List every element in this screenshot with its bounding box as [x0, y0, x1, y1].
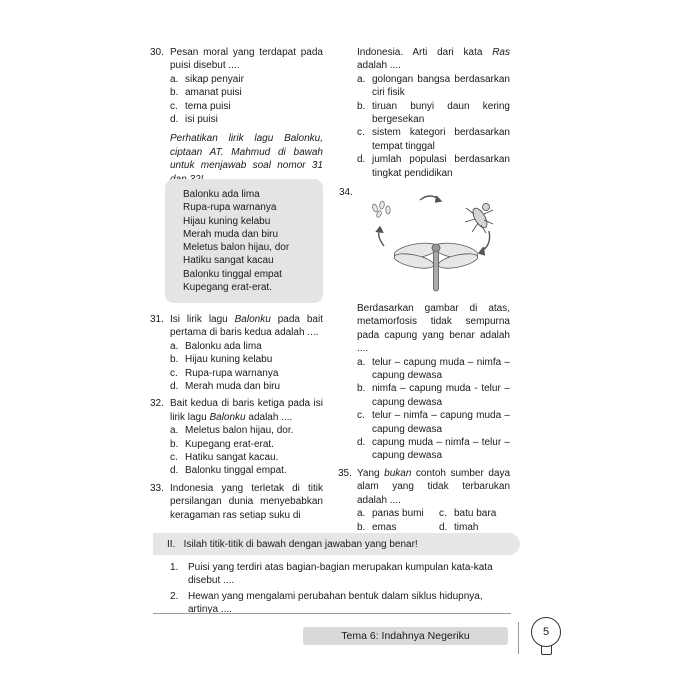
- left-column-lower: [150, 313, 323, 522]
- option-a: a. golongan bangsa berdasarkan ciri fisik: [357, 73, 510, 99]
- section-header: II. Isilah titik-titik di bawah dengan jawaban yang benar!: [167, 539, 418, 550]
- poem-line: Hijau kuning kelabu: [183, 215, 271, 227]
- option-a: a. sikap penyair: [170, 73, 244, 85]
- option-a: a. panas bumi: [357, 508, 424, 520]
- question-32: [150, 397, 323, 424]
- question-number: 32.: [150, 398, 164, 410]
- right-column: [338, 46, 510, 180]
- poem-lyrics: [183, 188, 289, 294]
- option-d: d. Merah muda dan biru: [170, 381, 281, 393]
- option-a: a. telur – capung muda – nimfa – capung dewasa: [357, 356, 510, 382]
- option-d: d. capung muda – nimfa – telur – capung dewasa: [357, 437, 510, 462]
- question-35: [338, 467, 510, 507]
- option-c: c. batu bara: [439, 508, 497, 520]
- option-b: b. amanat puisi: [170, 87, 242, 99]
- question-number: 31.: [150, 314, 164, 325]
- option-a: a. Balonku ada lima: [170, 340, 262, 352]
- option-b: b. Hijau kuning kelabu: [170, 354, 273, 366]
- poem-line: Kupegang erat-erat.: [183, 282, 272, 294]
- fill-in-item-2: 2. Hewan yang mengalami perubahan bentuk dalam siklus hidupnya, artinya ....: [170, 590, 483, 616]
- question-text: Indonesia yang terletak di titik persilangan dunia menyebabkan keragaman ras setiap suku di: [170, 482, 323, 521]
- instruction-text: Perhatikan lirik lagu Balonku, ciptaan AT. Mahmud di bawah untuk menjawab soal nomor 31: [170, 133, 323, 172]
- footer-divider: [153, 613, 511, 614]
- fill-in-list: [170, 561, 512, 617]
- question-30: [150, 46, 323, 73]
- option-c: c. sistem kategori berdasarkan tempat tinggal: [357, 127, 510, 152]
- poem-line: Hatiku sangat kacau: [183, 255, 274, 267]
- page-number: 5: [531, 617, 561, 647]
- lightbulb-base-icon: [541, 646, 552, 655]
- question-text: Isi lirik lagu Balonku pada bait pertama di baris kedua adalah ....: [170, 314, 323, 339]
- question-35-options: [357, 507, 510, 534]
- dragonfly-lifecycle-illustration: [362, 186, 510, 294]
- option-b: b. nimfa – capung muda - telur – capung dewasa: [357, 383, 510, 408]
- poem-line: Merah muda dan biru: [183, 228, 279, 240]
- option-c: c. tema puisi: [170, 100, 231, 112]
- footer-separator: [518, 622, 519, 654]
- option-b: b. Kupegang erat-erat.: [170, 438, 274, 450]
- nymph-icon: [465, 204, 493, 234]
- option-d: d. jumlah populasi berdasarkan tingkat pendidikan: [357, 154, 510, 179]
- option-d: d. Balonku tinggal empat.: [170, 465, 287, 477]
- option-c: c. telur – nimfa – capung muda – capung dewasa: [357, 410, 510, 435]
- question-34-text: Berdasarkan gambar di atas, metamorfosis tidak sempurna pada capung yang benar adalah ....: [357, 303, 510, 355]
- dragonfly-icon: [393, 240, 479, 291]
- option-d: d. timah: [439, 521, 479, 533]
- option-b: b. emas: [357, 521, 397, 533]
- question-text: Pesan moral yang terdapat pada puisi disebut ....: [170, 47, 323, 72]
- option-a: a. Meletus balon hijau, dor.: [170, 425, 294, 437]
- theme-title: Tema 6: Indahnya Negeriku: [341, 630, 470, 642]
- poem-line: Balonku tinggal empat: [183, 268, 282, 280]
- question-number: 30.: [150, 47, 164, 58]
- option-c: c. Hatiku sangat kacau.: [170, 452, 279, 464]
- option-c: c. Rupa-rupa warnanya: [170, 367, 279, 379]
- question-number: 35.: [338, 467, 352, 479]
- poem-line: Rupa-rupa warnanya: [183, 202, 277, 214]
- fill-in-item-1: 1. Puisi yang terdiri atas bagian-bagian merupakan kumpulan kata-kata disebut ....: [170, 562, 493, 587]
- question-text: Yang bukan contoh sumber daya alam yang tidak terbarukan adalah ....: [357, 467, 511, 506]
- question-number: 34.: [339, 187, 353, 198]
- option-d: d. isi puisi: [170, 114, 218, 126]
- question-text: Bait kedua di baris ketiga pada isi lirik lagu Balonku adalah ....: [170, 398, 323, 423]
- dragonfly-eggs-icon: [372, 201, 391, 218]
- question-33-continued: Indonesia. Arti dari kata Ras adalah ....: [357, 47, 510, 72]
- poem-line: Meletus balon hijau, dor: [183, 242, 290, 254]
- question-33: [150, 482, 323, 522]
- right-column-lower: [338, 302, 510, 534]
- question-number: 33.: [150, 482, 164, 494]
- left-column: [150, 46, 323, 186]
- poem-line: Balonku ada lima: [183, 189, 260, 200]
- option-b: b. tiruan bunyi daun kering bergesekan: [357, 100, 510, 126]
- question-31: [150, 313, 323, 340]
